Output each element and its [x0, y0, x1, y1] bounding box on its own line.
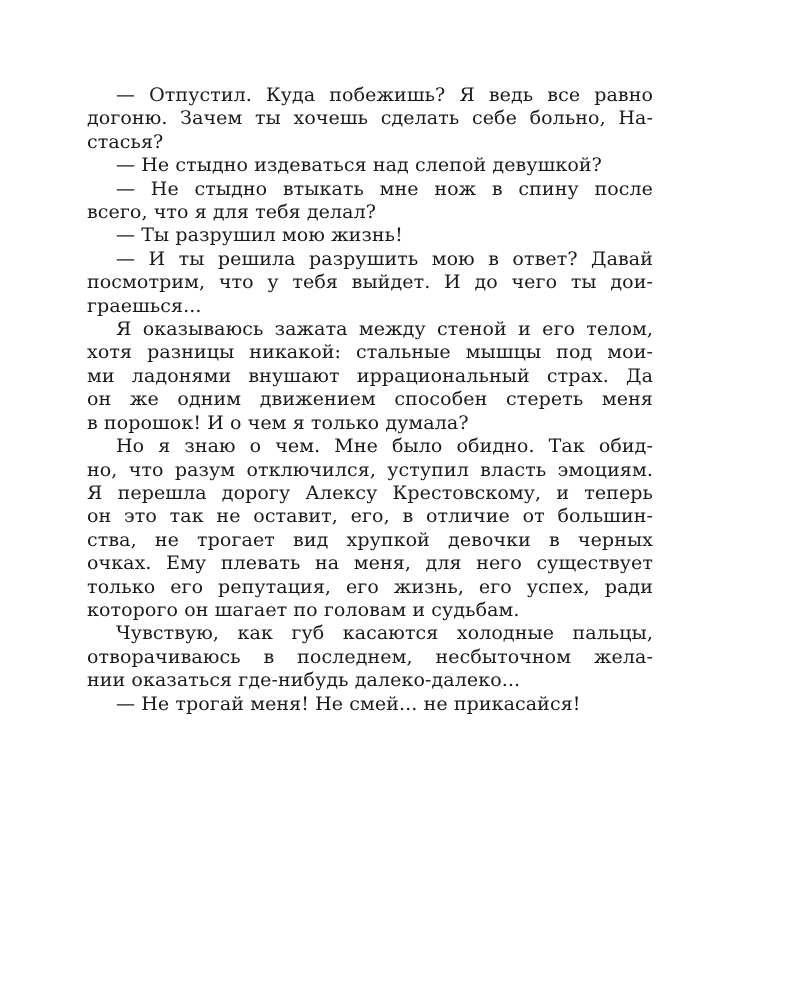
text-line: всего, что я для тебя делал?	[87, 201, 377, 224]
text-line: только его репутация, его жизнь, его успех, ради	[87, 575, 653, 598]
paragraph	[87, 693, 653, 716]
text-line: граешься...	[87, 294, 202, 317]
text-line: но, что разум отключился, уступил власть эмоциям.	[87, 458, 653, 481]
paragraph	[87, 84, 653, 154]
text-line: в порошок! И о чем я только думала?	[87, 411, 469, 434]
paragraph	[87, 224, 653, 247]
text-line: он это так не оставит, его, в отличие от большин-	[87, 505, 653, 528]
text-line: нии оказаться где-нибудь далеко-далеко...	[87, 669, 521, 692]
paragraph	[87, 622, 653, 692]
book-page-text	[87, 84, 653, 716]
text-line: — Ты разрушил мою жизнь!	[116, 224, 403, 247]
text-line: стасья?	[87, 130, 164, 153]
paragraph	[87, 154, 653, 177]
text-line: догоню. Зачем ты хочешь сделать себе больно, На-	[87, 107, 653, 130]
text-line: ства, не трогает вид хрупкой девочки в черных	[87, 528, 653, 551]
text-line: Я перешла дорогу Алексу Крестовскому, и теперь	[87, 481, 653, 504]
text-line: Чувствую, как губ касаются холодные пальцы,	[116, 622, 653, 645]
text-line: — Отпустил. Куда побежишь? Я ведь все равно	[116, 84, 653, 106]
paragraph	[87, 318, 653, 435]
text-line: отворачиваюсь в последнем, несбыточном жела-	[87, 645, 653, 668]
text-line: Я оказываюсь зажата между стеной и его телом,	[116, 318, 653, 341]
text-line: — Не стыдно издеваться над слепой девушкой?	[116, 154, 602, 177]
text-line: ми ладонями внушают иррациональный страх. Да	[87, 364, 653, 387]
paragraph	[87, 248, 653, 318]
paragraph	[87, 435, 653, 622]
text-line: — Не стыдно втыкать мне нож в спину после	[116, 177, 653, 200]
text-line: посмотрим, что у тебя выйдет. И до чего ты дои-	[87, 271, 653, 294]
text-line: — И ты решила разрушить мою в ответ? Давай	[116, 247, 653, 270]
text-line: он же одним движением способен стереть меня	[87, 388, 653, 411]
text-line: очках. Ему плевать на меня, для него существует	[87, 552, 653, 575]
text-line: хотя разницы никакой: стальные мышцы под мои-	[87, 341, 653, 364]
text-line: — Не трогай меня! Не смей... не прикасайся!	[116, 692, 581, 715]
text-line: которого он шагает по головам и судьбам.	[87, 598, 520, 621]
text-line: Но я знаю о чем. Мне было обидно. Так обид-	[116, 435, 653, 458]
paragraph	[87, 178, 653, 225]
